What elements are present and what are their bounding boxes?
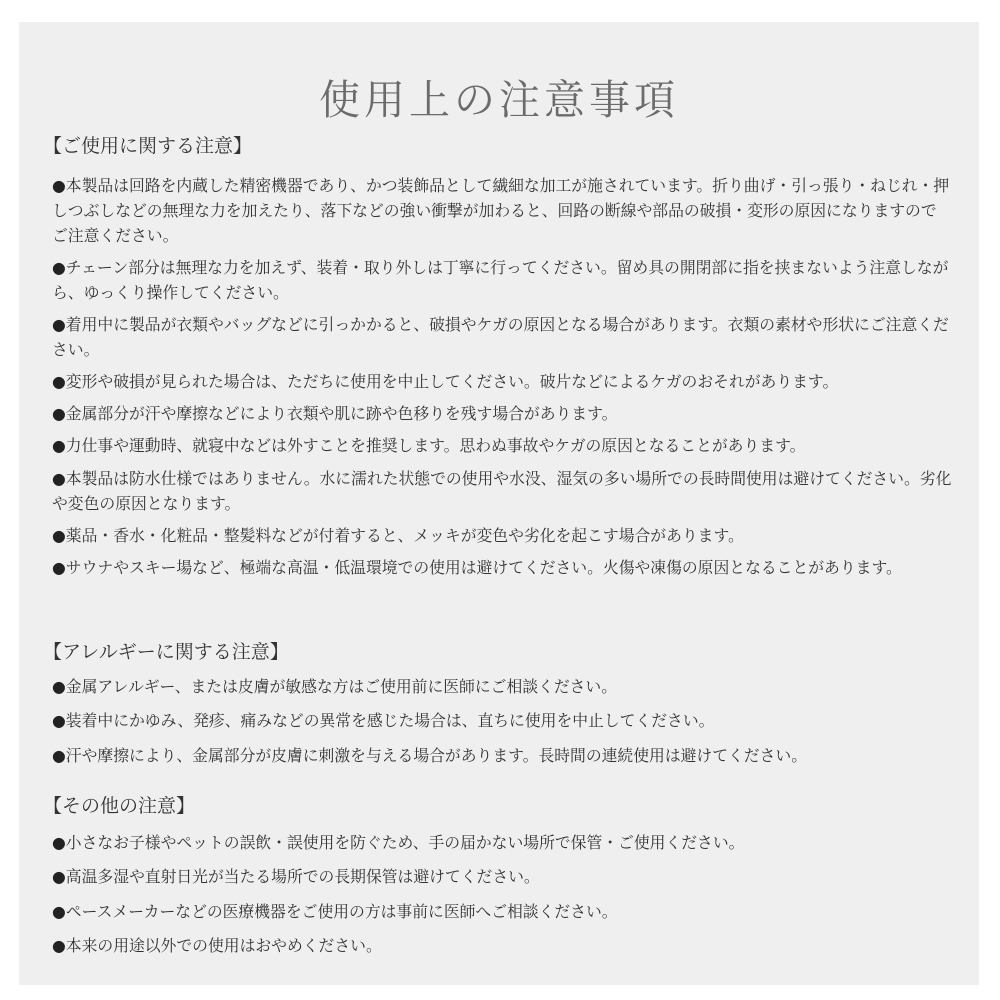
list-item-text: チェーン部分は無理な力を加えず、装着・取り外しは丁寧に行ってください。留め具の開閉部に指を挟まないよう注意しながら、ゆっくり操作してください。	[52, 258, 949, 302]
bullet-icon: ●	[52, 526, 66, 545]
section-heading-allergy: 【アレルギーに関する注意】	[43, 641, 289, 663]
list-item	[52, 555, 952, 580]
bullet-icon: ●	[52, 902, 66, 921]
list-item-text: 変形や破損が見られた場合は、ただちに使用を中止してください。破片などによるケガのおそれがあります。	[65, 372, 839, 391]
section-heading-other: 【その他の注意】	[43, 795, 196, 817]
list-item-text: ペースメーカーなどの医療機器をご使用の方は事前に医師へご相談ください。	[65, 902, 618, 921]
list-item	[52, 830, 952, 855]
bullet-icon: ●	[52, 372, 66, 391]
list-item-text: 本製品は防水仕様ではありません。水に濡れた状態での使用や水没、湿気の多い場所での長時間使用は避けてください。劣化や変色の原因となります。	[52, 469, 952, 513]
bullet-icon: ●	[52, 746, 66, 765]
bullet-icon: ●	[52, 436, 66, 455]
list-item-text: 小さなお子様やペットの誤飲・誤使用を防ぐため、手の届かない場所で保管・ご使用ください。	[65, 833, 745, 852]
list-item	[52, 523, 952, 548]
list-item	[52, 899, 952, 924]
notice-panel	[19, 22, 979, 985]
list-item	[52, 708, 952, 733]
bullet-icon: ●	[52, 677, 66, 696]
bullet-icon: ●	[52, 711, 66, 730]
list-item-text: 高温多湿や直射日光が当たる場所での長期保管は避けてください。	[65, 867, 540, 886]
bullet-icon: ●	[52, 469, 66, 488]
list-item	[52, 933, 952, 958]
list-item-text: 金属アレルギー、または皮膚が敏感な方はご使用前に医師にご相談ください。	[65, 677, 618, 696]
list-item	[52, 255, 952, 305]
list-item-text: 汗や摩擦により、金属部分が皮膚に刺激を与える場合があります。長時間の連続使用は避けてください。	[65, 746, 807, 765]
bullet-icon: ●	[52, 558, 66, 577]
list-item-text: 本製品は回路を内蔵した精密機器であり、かつ装飾品として繊細な加工が施されています。折り曲げ・引っ張り・ねじれ・押しつぶしなどの無理な力を加えたり、落下などの強い衝撃が加わると、回路の断線や部品の破損・変形の原因になりますのでご注意ください。	[52, 176, 950, 245]
list-item	[52, 312, 952, 362]
list-item	[52, 173, 952, 248]
bullet-icon: ●	[52, 315, 66, 334]
list-item-text: 着用中に製品が衣類やバッグなどに引っかかると、破損やケガの原因となる場合があります。衣類の素材や形状にご注意ください。	[52, 315, 949, 359]
list-item	[52, 401, 952, 426]
list-item-text: 力仕事や運動時、就寝中などは外すことを推奨します。思わぬ事故やケガの原因となることがあります。	[65, 436, 806, 455]
list-item	[52, 369, 952, 394]
list-item	[52, 433, 952, 458]
list-item	[52, 743, 952, 768]
page-title: 使用上の注意事項	[319, 76, 679, 124]
list-item	[52, 466, 952, 516]
bullet-icon: ●	[52, 176, 66, 195]
list-item-text: 金属部分が汗や摩擦などにより衣類や肌に跡や色移りを残す場合があります。	[65, 404, 618, 423]
list-item-text: サウナやスキー場など、極端な高温・低温環境での使用は避けてください。火傷や凍傷の原因となることがあります。	[65, 558, 902, 577]
list-item-text: 装着中にかゆみ、発疹、痛みなどの異常を感じた場合は、直ちに使用を中止してください。	[65, 711, 715, 730]
list-item	[52, 864, 952, 889]
list-item-text: 薬品・香水・化粧品・整髪料などが付着すると、メッキが変色や劣化を起こす場合があります。	[65, 526, 744, 545]
section-heading-usage: 【ご使用に関する注意】	[43, 135, 253, 157]
list-item-text: 本来の用途以外での使用はおやめください。	[65, 936, 382, 955]
bullet-icon: ●	[52, 833, 66, 852]
list-item	[52, 674, 952, 699]
bullet-icon: ●	[52, 936, 66, 955]
bullet-icon: ●	[52, 867, 66, 886]
bullet-icon: ●	[52, 404, 66, 423]
bullet-icon: ●	[52, 258, 66, 277]
